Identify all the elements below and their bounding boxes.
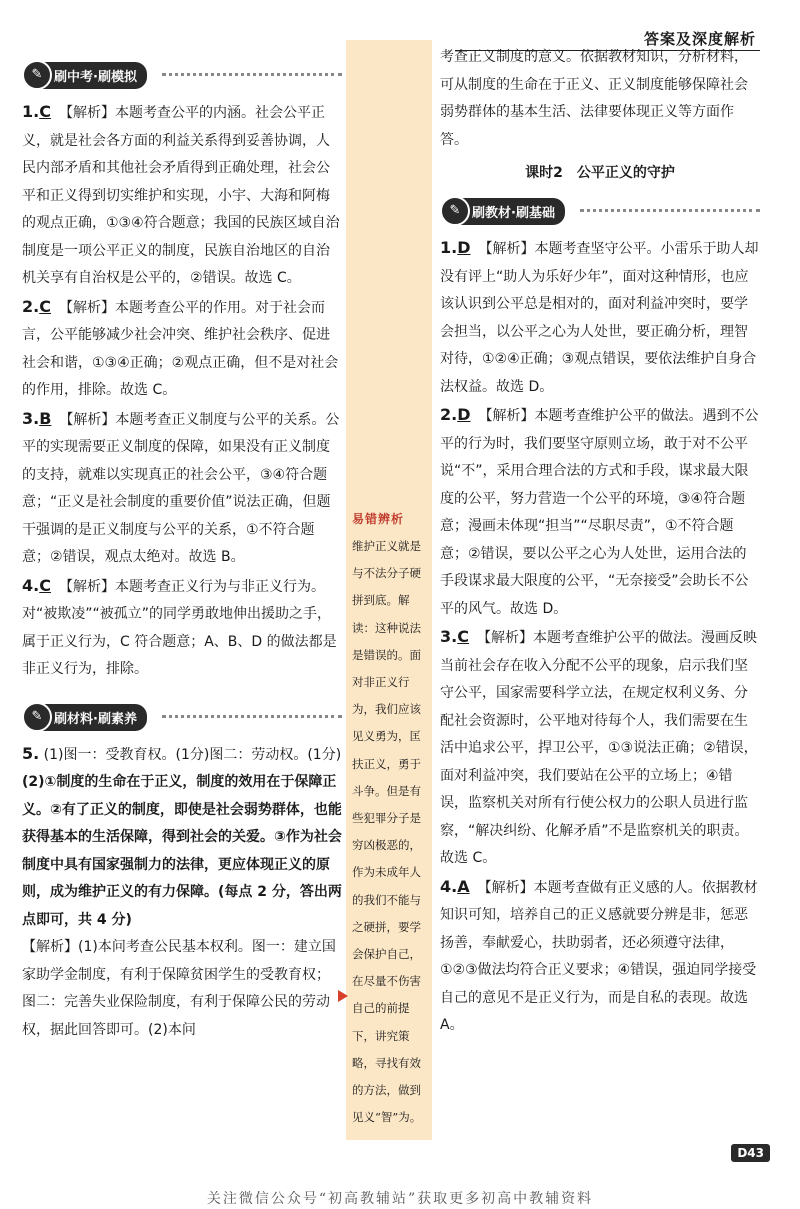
section-label: 刷教材·刷基础 [448, 198, 565, 225]
continued-text: 考查正义制度的意义。依据教材知识，分析材料，可从制度的生命在于正义、正义制度能够保障社会弱势群体的基本生活、法律要体现正义等方面作答。 [440, 49, 748, 148]
item-number: 3. [440, 627, 458, 646]
analysis-text: 【解析】本题考查公平的内涵。社会公平正义，就是社会各方面的利益关系得到妥善协调，人民内部矛盾和其他社会矛盾得到正确处理，社会公平和正义得到切实维护和实现，小宇、大海和阿梅的观点正确，①③④符合题意；我国的民族区域自治制度是一项公平正义的制度，民族自治地区的自治机关享有自治权是公平的，②错误。故选 C。 [22, 105, 340, 286]
answer-item [440, 234, 760, 401]
page-header-title: 答案及深度解析 [643, 30, 756, 48]
analysis-text: 【解析】本题考查坚守公平。小雷乐于助人却没有评上“助人为乐好少年”，面对这种情形，也应该认识到公平总是相对的，面对利益冲突时，要学会担当，以公平之心为人处世，要正确分析，理智对待，①②④正确；③观点错误，要依法维护自身合法权益。故选 D。 [440, 241, 759, 395]
item-number: 2. [22, 296, 40, 316]
answer-item [22, 572, 342, 684]
analysis-text: 【解析】本题考查做有正义感的人。依据教材知识可知，培养自己的正义感就要分辨是非，惩恶扬善，奉献爱心，扶助弱者，还必须遵守法律，①②③做法均符合正义要求；④错误，强迫同学接受自己的意见不是正义行为，而是自私的表现。故选 A。 [440, 879, 758, 1033]
q5-part2: (2)①制度的生命在于正义，制度的效用在于保障正义。②有了正义的制度，即使是社会弱势群体，也能获得基本的生活保障，得到社会的关爱。③作为社会制度中具有国家强制力的法律，更应体现正义的原则，成为维护正义的有力保障。(每点 2 分，答出两点即可，共 4 分) [22, 774, 342, 928]
section-band-exam [22, 60, 342, 90]
pen-icon: ✎ [22, 702, 52, 732]
answer-letter: C [457, 627, 469, 646]
analysis-text: 【解析】本题考查正义行为与非正义行为。对“被欺凌”“被孤立”的同学勇敢地伸出援助之手，属于正义行为，C 符合题意；A、B、D 的做法都是非正义行为，排除。 [22, 578, 337, 677]
sidebar-panel [346, 40, 432, 1140]
answer-letter: B [39, 408, 52, 428]
pointer-arrow-icon [338, 990, 348, 1002]
item-number: 5. [22, 743, 40, 763]
footer-note: 关注微信公众号“初高教辅站”获取更多初高中教辅资料 [206, 1191, 594, 1207]
answer-item [440, 401, 760, 623]
analysis-text: 【解析】本题考查正义制度与公平的关系。公平的实现需要正义制度的保障，如果没有正义制度的支持，就难以实现真正的社会公平，③④符合题意；“正义是社会制度的重要价值”说法正确，但题干强调的是正义制度与公平的关系，①不符合题意；②错误，观点太绝对。故选 B。 [22, 411, 340, 565]
item-number: 4. [440, 876, 458, 896]
answer-item [22, 98, 342, 293]
section-band-material [22, 702, 342, 732]
sidebar-text: 维护正义就是与不法分子硬拼到底。解读：这种说法是错误的。面对非正义行为，我们应该见义勇为，匡扶正义，勇于斗争。但是有些犯罪分子是穷凶极恶的，作为未成年人的我们不能与之硬拼，要学会保护自己，在尽量不伤害自己的前提下，讲究策略，寻找有效的方法，做到见义“智”为。 [352, 539, 422, 1125]
answer-item [440, 873, 760, 1040]
analysis-text: 【解析】本题考查维护公平的做法。遇到不公平的行为时，我们要坚守原则立场，敢于对不公平说“不”，采用合理合法的方式和手段，谋求最大限度的公平，努力营造一个公平的环境，③④符合题意；漫画未体现“担当”“尽职尽责”，①不符合题意；②错误，要以公平之心为人处世，运用合法的手段谋求最大限度的公平，“无奈接受”会助长不公平的风气。故选 D。 [440, 408, 759, 617]
answer-item [440, 623, 760, 873]
answer-item-q5 [22, 740, 342, 770]
analysis-text: 【解析】本题考查维护公平的做法。漫画反映当前社会存在收入分配不公平的现象，启示我们坚守公平，国家需要科学立法，在规定权利义务、分配社会资源时，公平地对待每个人，我们需要在生活中追求公平，捍卫公平，①③说法正确；②错误，面对利益冲突，我们要站在公平的立场上；④错误，监察机关对所有行使公权力的公职人员进行监察，“解决纠纷、化解矛盾”不是监察机关的职责。故选 C。 [440, 630, 758, 866]
q5-part1: (1)图一：受教育权。(1分)图二：劳动权。(1分) [43, 746, 342, 763]
answer-letter: C [39, 296, 51, 316]
item-number: 3. [22, 408, 40, 428]
answer-letter: C [39, 575, 51, 595]
lesson-title: 课时2 公平正义的守护 [525, 165, 675, 181]
item-number: 2. [440, 405, 458, 424]
dotted-divider [162, 715, 342, 718]
analysis-text: 【解析】本题考查公平的作用。对于社会而言，公平能够减少社会冲突、维护社会秩序、促进社会和谐，①③④正确；②观点正确，但不是对社会的作用，排除。故选 C。 [22, 299, 339, 398]
item-number: 4. [22, 575, 40, 595]
answer-item [22, 405, 342, 572]
left-column [22, 60, 342, 1044]
item-number: 1. [22, 102, 40, 121]
page-number: D43 [731, 1144, 770, 1162]
answer-letter: C [39, 102, 51, 121]
section-label: 刷中考·刷模拟 [30, 62, 147, 89]
answer-letter: D [457, 238, 471, 257]
pen-icon: ✎ [440, 196, 470, 226]
answer-letter: D [457, 405, 471, 424]
section-band-textbook [440, 196, 760, 226]
q5-analysis: 【解析】(1)本问考查公民基本权利。图一：建立国家助学金制度，有利于保障贫困学生的受教育权；图二：完善失业保险制度，有利于保障公民的劳动权，据此回答即可。(2)本问 [22, 939, 336, 1038]
item-number: 1. [440, 238, 458, 257]
pen-icon: ✎ [22, 60, 52, 90]
dotted-divider [162, 73, 342, 76]
answer-letter: A [457, 876, 470, 896]
dotted-divider [580, 209, 760, 212]
section-label: 刷材料·刷素养 [30, 704, 147, 731]
answer-item [22, 293, 342, 405]
right-column [440, 44, 760, 1040]
sidebar-title: 易错辨析 [352, 512, 405, 526]
